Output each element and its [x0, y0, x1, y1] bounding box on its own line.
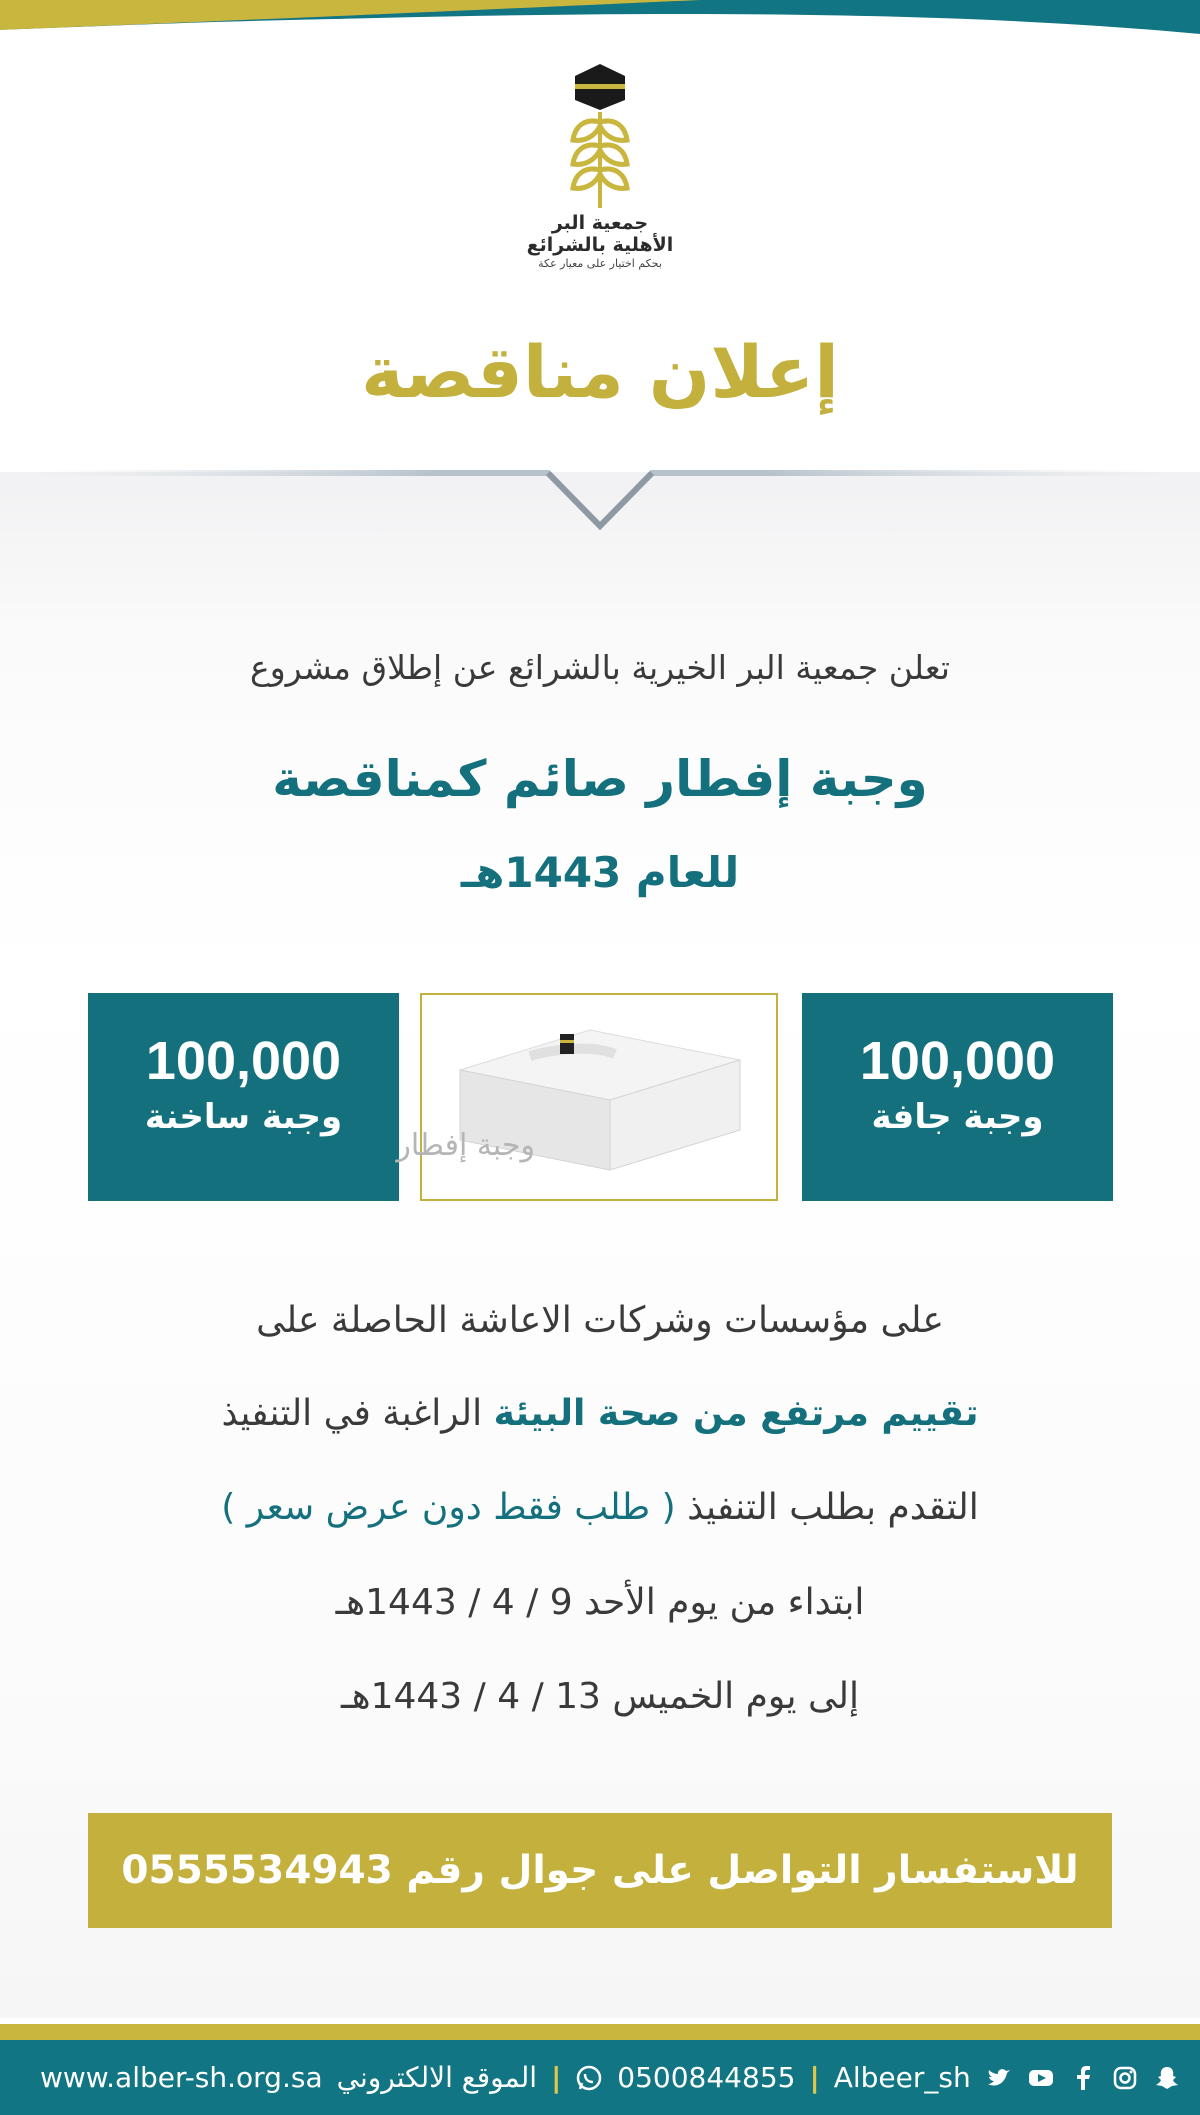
org-tagline: بحكم اختيار على معيار عكة [538, 257, 662, 270]
end-date: إلى يوم الخميس 13 / 4 / 1443هـ [341, 1676, 859, 1717]
whatsapp-icon [575, 2064, 603, 2092]
snapchat-icon[interactable] [1153, 2064, 1181, 2092]
website-link[interactable]: www.alber-sh.org.sa [40, 2061, 323, 2094]
meal-box-image [396, 1020, 760, 1180]
contact-banner: للاستفسار التواصل على جوال رقم 0555534943 [88, 1813, 1112, 1928]
eligibility-highlight: تقييم مرتفع من صحة البيئة [493, 1393, 979, 1434]
facebook-icon[interactable] [1069, 2064, 1097, 2092]
footer-separator: | [809, 2061, 820, 2094]
org-logo [545, 60, 655, 210]
application-text: التقدم بطلب التنفيذ [687, 1487, 979, 1528]
footer [0, 2040, 1200, 2115]
project-year: للعام 1443هـ [460, 848, 740, 897]
page-title: إعلان مناقصة [361, 330, 839, 414]
project-title: وجبة إفطار صائم كمناقصة [272, 750, 928, 808]
start-date: ابتداء من يوم الأحد 9 / 4 / 1443هـ [335, 1582, 865, 1623]
youtube-icon[interactable] [1027, 2064, 1055, 2092]
footer-stripe [0, 2024, 1200, 2040]
hot-meals-label: وجبة ساخنة [144, 1097, 343, 1137]
content-background [0, 468, 1200, 2018]
website-label: الموقع الالكتروني [336, 2061, 538, 2094]
org-name-line1: جمعية البر [551, 212, 649, 234]
dry-meals-count: 100,000 [859, 1031, 1056, 1091]
application-line [0, 1487, 1200, 1528]
hot-meals-count: 100,000 [145, 1031, 342, 1091]
top-ribbon [0, 0, 1200, 34]
eligibility-line1: على مؤسسات وشركات الاعاشة الحاصلة على [256, 1300, 944, 1341]
footer-phone[interactable]: 0500844855 [617, 2061, 796, 2094]
eligibility-line2 [0, 1393, 1200, 1434]
footer-separator: | [551, 2061, 562, 2094]
intro-text: تعلن جمعية البر الخيرية بالشرائع عن إطلاق مشروع [250, 648, 950, 687]
eligibility-line2-rest: الراغبة في التنفيذ [221, 1393, 494, 1434]
chevron-divider [0, 462, 1200, 542]
dry-meals-stat [802, 993, 1113, 1201]
org-name-line2: الأهلية بالشرائع [526, 234, 674, 256]
instagram-icon[interactable] [1111, 2064, 1139, 2092]
org-name [440, 212, 760, 272]
social-handle[interactable]: Albeer_sh [833, 2061, 971, 2094]
meal-box-text: وجبة إفطار [396, 1128, 535, 1163]
application-note: ( طلب فقط دون عرض سعر ) [221, 1487, 688, 1528]
twitter-icon[interactable] [985, 2064, 1013, 2092]
dry-meals-label: وجبة جافة [871, 1097, 1044, 1137]
hot-meals-stat [88, 993, 399, 1201]
